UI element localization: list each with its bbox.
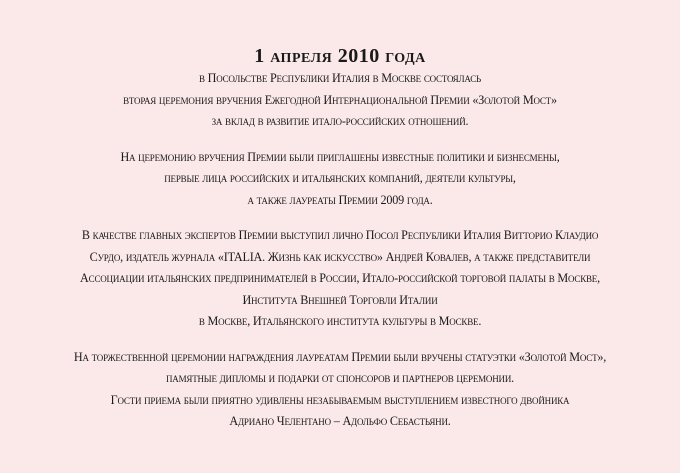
text-line: Сурдо, издатель журнала «ITALIA. Жизнь как искусство» Андрей Ковалев, а также представители [89, 249, 591, 264]
paragraph-guests [0, 147, 680, 212]
text-line: в Москве, Итальянского института культуры в Москве. [198, 314, 482, 328]
text-line: Адриано Челентано – Адольфо Себастьяни. [229, 414, 451, 428]
paragraph-experts [0, 225, 680, 333]
text-line: Ассоциации итальянских предпринимателей в России, Итало-российской торговой палаты в Москве, [80, 271, 600, 285]
text-line: за вклад в развитие итало-российских отношений. [211, 114, 469, 128]
paragraph-ceremony [0, 68, 680, 133]
text-line: а также лауреаты Премии 2009 года. [247, 192, 433, 207]
text-line: в Посольстве Республики Италия в Москве состоялась [198, 71, 482, 85]
text-line: вторая церемония вручения Ежегодной Интернациональной Премии «Золотой Мост» [123, 92, 557, 107]
paragraph-awards [0, 347, 680, 433]
text-line: На церемонию вручения Премии были приглашены известные политики и бизнесмены, [120, 149, 560, 164]
text-line: первые лица российских и итальянских компаний, деятели культуры, [164, 171, 516, 185]
event-date-heading: 1 апреля 2010 года [254, 45, 426, 67]
text-line: На торжественной церемонии награждения лауреатам Премии были вручены статуэтки «Золотой Мост», [73, 349, 607, 364]
text-line: Гости приема были приятно удивлены незабываемым выступлением известного двойника [110, 392, 570, 407]
text-line: В качестве главных экспертов Премии выступил лично Посол Республики Италия Витторио Клаудио [81, 228, 599, 242]
text-line: памятные дипломы и подарки от спонсоров и партнеров церемонии. [166, 371, 514, 385]
text-line: Института Внешней Торговли Италии [242, 292, 438, 307]
